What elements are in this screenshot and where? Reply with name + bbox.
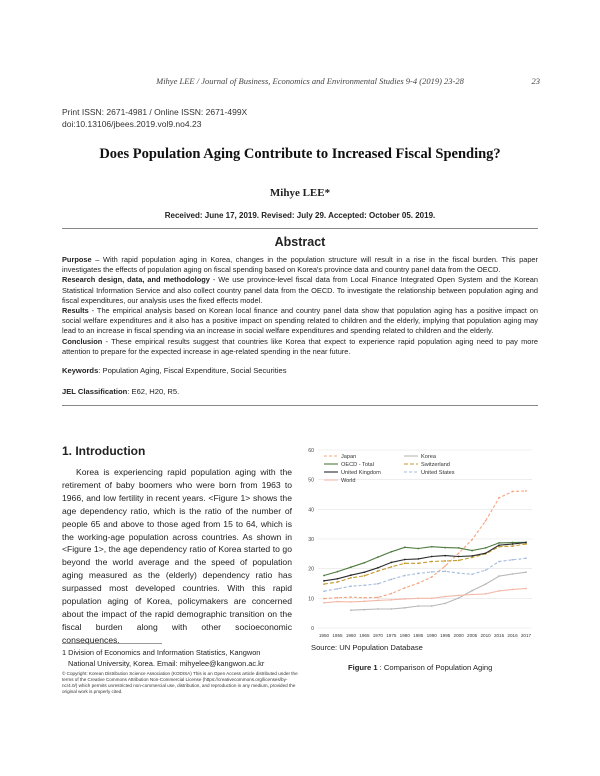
- data-point: [417, 605, 419, 607]
- page-number: 23: [531, 76, 540, 86]
- data-point: [431, 597, 433, 599]
- data-point: [444, 596, 446, 598]
- data-point: [471, 573, 473, 575]
- section-heading: 1. Introduction: [62, 444, 146, 458]
- data-point: [417, 562, 419, 564]
- data-point: [350, 585, 352, 587]
- issn-line: Print ISSN: 2671-4981 / Online ISSN: 2671-499X: [62, 107, 248, 117]
- legend-label: World: [341, 478, 356, 484]
- data-point: [390, 566, 392, 568]
- data-point: [417, 582, 419, 584]
- data-point: [512, 573, 514, 575]
- data-point: [337, 601, 339, 603]
- data-point: [431, 556, 433, 558]
- data-point: [431, 605, 433, 607]
- data-point: [364, 584, 366, 586]
- x-tick-label: 1960: [345, 633, 357, 638]
- legend-label: Korea: [421, 454, 436, 460]
- data-point: [337, 588, 339, 590]
- data-point: [471, 555, 473, 557]
- footnote: [62, 648, 292, 669]
- data-point: [390, 593, 392, 595]
- x-tick-label: 1965: [359, 633, 370, 638]
- data-point: [431, 546, 433, 548]
- conclusion-text: - These empirical results suggest that countries like Korea that expect to experience rapid population aging need to pay more attention to prepare for the expected increase in age-related spending in the near future.: [62, 336, 538, 356]
- data-point: [458, 572, 460, 574]
- data-point: [417, 597, 419, 599]
- data-point: [471, 590, 473, 592]
- data-point: [337, 571, 339, 573]
- data-point: [364, 562, 366, 564]
- x-tick-label: 1980: [399, 633, 410, 638]
- data-point: [431, 571, 433, 573]
- x-tick-label: 2016: [507, 633, 518, 638]
- data-point: [404, 587, 406, 589]
- abstract-purpose: [62, 255, 538, 275]
- data-point: [323, 575, 325, 577]
- data-point: [525, 542, 527, 544]
- footnote-rule: [62, 643, 162, 644]
- data-point: [525, 571, 527, 573]
- data-point: [377, 600, 379, 602]
- legend-label: United States: [421, 470, 455, 476]
- data-point: [485, 552, 487, 554]
- x-tick-label: 1970: [372, 633, 383, 638]
- jel-text: : E62, H20, R5.: [127, 387, 180, 396]
- data-point: [364, 609, 366, 611]
- data-point: [390, 599, 392, 601]
- data-point: [417, 548, 419, 550]
- keywords: [62, 366, 538, 375]
- data-point: [377, 597, 379, 599]
- data-point: [350, 596, 352, 598]
- data-point: [364, 597, 366, 599]
- legend-label: Switzerland: [421, 462, 450, 468]
- x-tick-label: 1995: [440, 633, 451, 638]
- purpose-text: – With rapid population aging in Korea, changes in the population structure will result in a rise in the fiscal burden. This paper investigates the effects of population aging on fiscal spending based on Korea's province data and country panel data from the OECD.: [62, 255, 538, 275]
- data-point: [417, 573, 419, 575]
- x-tick-label: 2005: [467, 633, 478, 638]
- data-point: [337, 597, 339, 599]
- data-point: [444, 547, 446, 549]
- data-point: [444, 570, 446, 572]
- chart-svg: [300, 440, 540, 645]
- results-text: - The empirical analysis based on Korean local finance and country panel data show that population aging has a positive impact on social welfare expenditures and it also has a positive impact on spending related to children and the elderly, implying that population aging may lead to an increase in fiscal spending via an increase in social welfare expenditures and spending related to children and the elderly.: [62, 306, 538, 336]
- data-point: [404, 546, 406, 548]
- data-point: [323, 602, 325, 604]
- data-point: [404, 598, 406, 600]
- figure-caption: [348, 663, 492, 672]
- data-point: [390, 562, 392, 564]
- data-point: [512, 559, 514, 561]
- data-point: [404, 607, 406, 609]
- data-point: [512, 491, 514, 493]
- data-point: [323, 583, 325, 585]
- design-label: Research design, data, and methodology: [62, 275, 210, 285]
- x-tick-label: 2000: [453, 633, 464, 638]
- data-point: [417, 558, 419, 560]
- received-dates: Received: June 17, 2019. Revised: July 29. Accepted: October 05. 2019.: [164, 211, 436, 220]
- abstract-conclusion: [62, 337, 538, 357]
- author-name: Mihye LEE*: [269, 187, 331, 199]
- data-point: [323, 590, 325, 592]
- data-point: [525, 490, 527, 492]
- data-point: [364, 575, 366, 577]
- data-point: [377, 570, 379, 572]
- data-point: [458, 597, 460, 599]
- y-tick-label: 20: [308, 566, 314, 573]
- abstract-design: [62, 275, 538, 306]
- y-tick-label: 30: [308, 537, 314, 543]
- x-tick-label: 2017: [520, 633, 532, 638]
- data-point: [485, 593, 487, 595]
- data-point: [337, 578, 339, 580]
- data-point: [485, 520, 487, 522]
- data-point: [377, 583, 379, 585]
- keywords-label: Keywords: [62, 366, 99, 375]
- data-point: [404, 559, 406, 561]
- data-point: [458, 594, 460, 596]
- data-point: [485, 547, 487, 549]
- x-tick-label: 2015: [493, 633, 505, 638]
- data-point: [350, 609, 352, 611]
- figure-caption-label: Figure 1: [348, 663, 378, 672]
- x-tick-label: 1955: [332, 633, 343, 638]
- data-point: [390, 551, 392, 553]
- y-tick-label: 0: [311, 626, 314, 632]
- legend-label: United Kingdom: [341, 470, 381, 476]
- data-point: [404, 562, 406, 564]
- data-point: [471, 594, 473, 596]
- issn-block: [62, 106, 247, 130]
- figure-caption-text: : Comparison of Population Aging: [377, 663, 493, 672]
- y-tick-label: 50: [308, 477, 314, 484]
- data-point: [404, 575, 406, 577]
- data-point: [323, 580, 325, 582]
- data-point: [458, 559, 460, 561]
- conclusion-label: Conclusion: [62, 336, 103, 346]
- jel-label: JEL Classification: [62, 387, 128, 396]
- data-point: [323, 598, 325, 600]
- data-point: [350, 574, 352, 576]
- abstract-heading: Abstract: [274, 235, 326, 249]
- data-point: [390, 578, 392, 580]
- data-point: [377, 556, 379, 558]
- data-point: [525, 557, 527, 559]
- data-point: [498, 561, 500, 563]
- y-tick-label: 40: [308, 507, 314, 514]
- data-point: [498, 590, 500, 592]
- data-point: [390, 608, 392, 610]
- abstract-bottom-rule: [62, 405, 538, 406]
- x-tick-label: 1975: [386, 633, 397, 638]
- data-point: [350, 566, 352, 568]
- footnote-line-1: 1 Division of Economics and Information Statistics, Kangwon: [62, 648, 261, 657]
- copyright-notice: © Copyright: Korean Distribution Science Association (KODISA) This is an Open Access article distributed under the terms of the Creative Commons Attribution Non-Commercial License (https://creativecommons.org/licenses/by-nc/4.0/) which permits unrestricted non-commercial use, distribution, and reproduction in any medium, provided the original work is properly cited.: [62, 671, 298, 694]
- footnote-line-2: National University, Korea. Email: mihyelee@kangwon.ac.kr: [68, 658, 265, 668]
- data-point: [512, 543, 514, 545]
- intro-paragraph: Korea is experiencing rapid population aging with the retirement of baby boomers who were born from 1963 to 1966, and low fertility in recent years. <Figure 1> shows the age dependency ratio, which is the ratio of the number of people 65 and above to those aged from 15 to 64, which is the working-age population across countries. As shown in <Figure 1>, the age dependency ratio of Korea started to go beyond the world average and the speed of population aging measured as the (elderly) dependency ratio has surpassed most developed countries. With this rapid population aging of Korea, policymakers are concerned about the impact of the rapid demographic transition on the fiscal burden along with other socioeconomic consequences.: [62, 467, 292, 645]
- data-point: [525, 588, 527, 590]
- data-point: [458, 556, 460, 558]
- abstract-body: [62, 255, 538, 357]
- data-point: [444, 555, 446, 557]
- data-point: [364, 600, 366, 602]
- data-point: [485, 583, 487, 585]
- data-point: [498, 575, 500, 577]
- legend-label: OECD - Total: [341, 462, 374, 468]
- design-text: - We use province-level fiscal data from Local Finance Integrated Open System and the Korean Statistical Information Service and also collect country panel data from the OECD. To investigate the relationship between population aging and fiscal expenditures, our analysis uses the fixed effects model.: [62, 275, 538, 305]
- jel-classification: [62, 387, 538, 396]
- x-tick-label: 1990: [426, 633, 437, 638]
- data-point: [377, 567, 379, 569]
- data-point: [471, 539, 473, 541]
- data-point: [377, 608, 379, 610]
- data-point: [498, 542, 500, 544]
- series-line: [324, 491, 526, 599]
- aging-chart: [300, 440, 540, 645]
- keywords-text: : Population Aging, Fiscal Expenditure, Social Securities: [98, 366, 287, 375]
- data-point: [337, 581, 339, 583]
- data-point: [444, 565, 446, 567]
- data-point: [498, 497, 500, 499]
- data-point: [498, 544, 500, 546]
- figure-source: Source: UN Population Database: [311, 643, 423, 652]
- data-point: [471, 550, 473, 552]
- series-line: [324, 589, 526, 603]
- abstract-top-rule: [62, 228, 538, 229]
- data-point: [458, 552, 460, 554]
- data-point: [350, 601, 352, 603]
- results-label: Results: [62, 306, 89, 316]
- data-point: [444, 560, 446, 562]
- data-point: [350, 577, 352, 579]
- x-tick-label: 1950: [318, 633, 330, 638]
- purpose-label: Purpose: [62, 255, 92, 264]
- data-point: [512, 545, 514, 547]
- data-point: [458, 547, 460, 549]
- data-point: [431, 576, 433, 578]
- y-tick-label: 10: [308, 596, 314, 603]
- journal-citation: Mihye LEE / Journal of Business, Economics and Environmental Studies 9-4 (2019) 23-28: [156, 76, 464, 86]
- data-point: [431, 561, 433, 563]
- data-point: [512, 589, 514, 591]
- legend-label: Japan: [341, 454, 357, 460]
- x-tick-label: 1985: [413, 633, 424, 638]
- x-tick-label: 2010: [480, 633, 491, 638]
- data-point: [444, 602, 446, 604]
- y-tick-label: 60: [308, 448, 314, 454]
- data-point: [485, 569, 487, 571]
- paper-title: Does Population Aging Contribute to Increased Fiscal Spending?: [99, 146, 501, 162]
- doi-line: doi:10.13106/jbees.2019.vol9.no4.23: [62, 119, 202, 129]
- abstract-results: [62, 306, 538, 337]
- data-point: [364, 571, 366, 573]
